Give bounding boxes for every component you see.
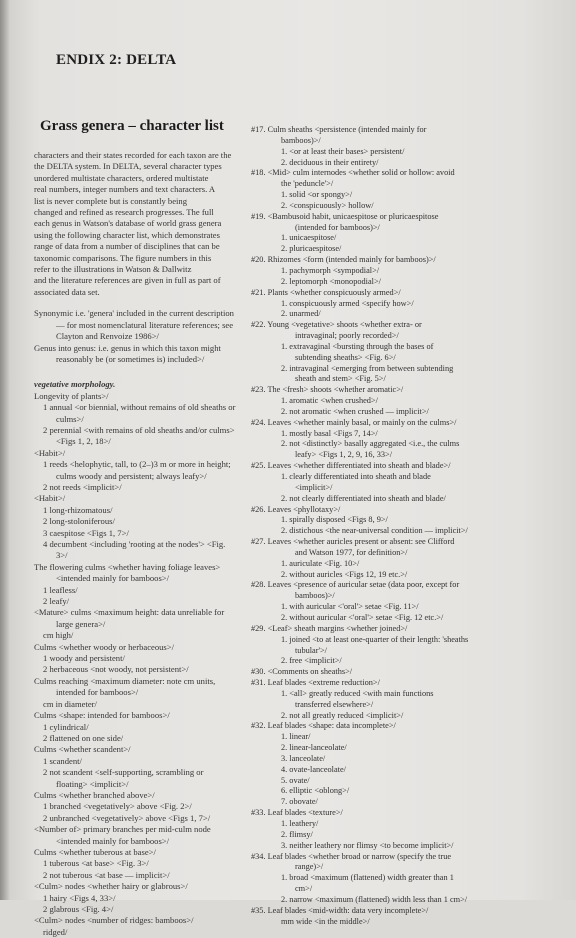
character-list-line: 2 glabrous <Fig. 4>/: [43, 904, 114, 914]
character-list-line: <Number of> primary branches per mid-culm node: [34, 824, 211, 835]
intro-line: range of data from a number of disciplines that can be: [34, 241, 220, 252]
character-list-line: 1 leafless/: [43, 584, 78, 595]
character-entry: #32. Leaf blades <shape: data incomplete>/: [251, 721, 396, 731]
character-state: 6. elliptic <oblong>/: [281, 786, 350, 796]
character-list-line: Culms <whether tuberous at base>/: [34, 846, 156, 857]
intro-line: taxonomic comparisons. The figure numbers in this: [34, 252, 212, 263]
character-entry: #17. Culm sheaths <persistence (intended mainly for: [251, 125, 427, 134]
character-list-line: <intended mainly for bamboos>/: [56, 573, 170, 584]
character-list-line: 2 unbranched <vegetatively> above <Figs 1, 7>/: [43, 812, 211, 823]
character-entry: #30. <Comments on sheaths>/: [251, 667, 353, 677]
character-state: 1. pachymorph <sympodial>/: [281, 265, 380, 275]
character-state: cm>/: [295, 884, 313, 894]
nomenclature-line: Clayton and Renvoize 1986>/: [56, 331, 159, 342]
character-list-line: Culms <whether scandent>/: [34, 744, 131, 755]
character-list-line: intended for bamboos>/: [56, 687, 139, 698]
character-state: <implicit>/: [295, 482, 333, 492]
spacer: [34, 365, 244, 375]
morphology-heading: vegetative morphology.: [34, 379, 116, 390]
character-list-line: <Culm> nodes <whether hairy or glabrous>/: [34, 881, 188, 892]
character-state: leafy> <Figs 1, 2, 9, 16, 33>/: [295, 450, 393, 460]
intro-line: and the literature references are given in full as part of: [34, 275, 221, 286]
character-list-line: 2 leafy/: [43, 596, 70, 607]
character-state: 1. <all> greatly reduced <with main functions: [281, 688, 434, 698]
character-state: 2. distichous <the near-universal condition — implicit>/: [281, 526, 468, 536]
character-state: 1. conspicuously armed <specify how>/: [281, 298, 414, 308]
character-state: mm wide <in the middle>/: [281, 916, 370, 926]
character-state: 1. spirally disposed <Figs 8, 9>/: [281, 515, 388, 525]
nomenclature-block: [34, 308, 244, 365]
character-list-line: <Habit>/: [34, 493, 66, 504]
character-state: 2. not aromatic <when crushed — implicit>/: [281, 406, 429, 416]
character-list-line: 3>/: [56, 550, 68, 561]
section-title: Grass genera – character list: [40, 118, 224, 134]
character-state: 2. not all greatly reduced <implicit>/: [281, 710, 404, 720]
character-entry: #25. Leaves <whether differentiated into sheath and blade>/: [251, 461, 451, 471]
character-state: 2. without auricles <Figs 12, 19 etc.>/: [281, 569, 408, 579]
character-entry: #31. Leaf blades <extreme reduction>/: [251, 678, 380, 688]
character-list-line: 4 decumbent <including 'rooting at the nodes'> <Fig.: [43, 539, 226, 549]
character-list-line: 1 long-rhizomatous/: [43, 504, 113, 515]
character-list-line: Culms <whether branched above>/: [34, 789, 155, 800]
character-list-line: The flowering culms <whether having foliage leaves>: [34, 561, 221, 572]
character-list-line: 3 caespitose <Figs 1, 7>/: [43, 527, 129, 538]
character-entry: #35. Leaf blades <mid-width: data very incomplete>/: [251, 905, 429, 915]
character-list-line: 1 annual <or biennial, without remains of old sheaths or: [43, 402, 236, 413]
character-list-line: <Culm> nodes <number of ridges: bamboos>/: [34, 915, 194, 926]
character-state: 2. leptomorph <monopodial>/: [281, 276, 381, 286]
intro-line: using the following character list, which demonstrates: [34, 229, 220, 240]
character-list-line: 2 not scandent <self-supporting, scrambling or: [43, 767, 204, 778]
character-state: the 'peduncle'>/: [281, 179, 334, 189]
character-list-line: large genera>/: [56, 618, 106, 629]
nomenclature-line: — for most nomenclatural literature references; see: [56, 319, 234, 330]
intro-paragraph: [34, 150, 244, 298]
character-list-line: 2 perennial <with remains of old sheaths and/or culms>: [43, 424, 235, 435]
character-list-line: <intended mainly for bamboos>/: [56, 835, 170, 846]
character-list-line: <Figs 1, 2, 18>/: [56, 436, 111, 447]
character-list-line: culms woody and persistent; always leafy>/: [56, 470, 207, 481]
character-state: 1. aromatic <when crushed>/: [281, 396, 378, 406]
character-list-line: 2 not reeds <implicit>/: [43, 481, 122, 492]
character-state: 2. flimsy/: [281, 829, 313, 839]
character-list-line: 1 cylindrical/: [43, 721, 89, 732]
character-state: subtending sheaths> <Fig. 6>/: [295, 352, 396, 362]
intro-line: unordered multistate characters, ordered multistate: [34, 172, 209, 183]
character-state: bamboos)>/: [281, 135, 321, 145]
character-state: 2. without auricular <'oral'> setae <Fig. 12 etc.>/: [281, 612, 444, 622]
intro-line: changed and refined as research progresses. The full: [34, 207, 214, 218]
nomenclature-line: Genus into genus: i.e. genus in which this taxon might: [34, 342, 221, 353]
character-state: 1. joined <to at least one-quarter of their length: 'sheaths: [281, 634, 469, 644]
intro-line: associated data set.: [34, 286, 100, 297]
character-list-line: 2 flattened on one side/: [43, 732, 124, 743]
character-entry: #20. Rhizomes <form (intended mainly for bamboos)>/: [251, 255, 436, 265]
character-list-line: 1 branched <vegetatively> above <Fig. 2>/: [43, 801, 192, 812]
character-state: tubular'>/: [295, 645, 327, 655]
character-list-line: 1 scandent/: [43, 755, 82, 766]
character-state: 3. neither leathery nor flimsy <to become implicit>/: [281, 840, 454, 850]
character-state: 2. <conspicuously> hollow/: [281, 200, 374, 210]
character-entry: #24. Leaves <whether mainly basal, or mainly on the culms>/: [251, 417, 457, 427]
character-state: 7. obovate/: [281, 797, 318, 807]
character-list-line: Culms <whether woody or herbaceous>/: [34, 641, 175, 652]
character-entry: #29. <Leaf> sheath margins <whether joined>/: [251, 623, 408, 633]
character-state: 2. pluricaespitose/: [281, 244, 342, 254]
character-state: and Watson 1977, for definition>/: [295, 547, 408, 557]
character-state: 1. extravaginal <bursting through the bases of: [281, 341, 434, 351]
character-entry: #27. Leaves <whether auricles present or absent: see Clifford: [251, 537, 455, 547]
character-list-line: culms>/: [56, 413, 84, 424]
character-list-line: 1 woody and persistent/: [43, 653, 125, 664]
character-list-line: <Mature> culms <maximum height: data unreliable for: [34, 607, 225, 618]
character-entry: #26. Leaves <phyllotaxy>/: [251, 504, 341, 514]
character-list-line: 1 tuberous <at base> <Fig. 3>/: [43, 858, 149, 869]
character-state: 1. mostly basal <Figs 7, 14>/: [281, 428, 378, 438]
character-entry: #34. Leaf blades <whether broad or narrow (specify the true: [251, 851, 452, 861]
character-state: 1. auriculate <Fig. 10>/: [281, 558, 360, 568]
character-entry: #23. The <fresh> shoots <whether aromatic>/: [251, 385, 404, 395]
character-state: 2. not <distinctly> basally aggregated <i.e., the culms: [281, 439, 460, 449]
character-list-line: Culms reaching <maximum diameter: note cm units,: [34, 675, 216, 686]
character-list-line: floating> <implicit>/: [56, 778, 129, 789]
intro-line: each genus in Watson's database of world grass genera: [34, 218, 222, 229]
character-entry: #22. Young <vegetative> shoots <whether extra- or: [251, 320, 422, 330]
appendix-title: ENDIX 2: DELTA: [56, 52, 177, 68]
character-state: range)>/: [295, 862, 324, 872]
character-state: 2. narrow <maximum (flattened) width less than 1 cm>/: [281, 894, 468, 904]
character-state: 1. linear/: [281, 732, 311, 742]
character-state: bamboos)>/: [295, 591, 335, 601]
character-state: 2. intravaginal <emerging from between subtending: [281, 363, 454, 373]
character-list-line: cm high/: [43, 630, 74, 641]
character-list-line: 1 hairy <Figs 4, 33>/: [43, 892, 116, 903]
character-state: 1. clearly differentiated into sheath and blade: [281, 472, 431, 481]
intro-line: characters and their states recorded for each taxon are the: [34, 150, 232, 160]
right-column: [251, 125, 571, 927]
character-list-line: ridged/: [43, 926, 68, 937]
character-list-line: 2 long-stoloniferous/: [43, 516, 115, 527]
left-column: [34, 150, 244, 938]
intro-line: the DELTA system. In DELTA, several character types: [34, 161, 222, 172]
character-state: 5. ovate/: [281, 775, 310, 785]
character-state: 1. unicaespitose/: [281, 233, 337, 243]
character-list-line: Culms <shape: intended for bamboos>/: [34, 710, 170, 721]
intro-line: list is never complete but is constantly being: [34, 195, 187, 206]
character-list-line: cm in diameter/: [43, 698, 97, 709]
character-list-line: 2 not tuberous <at base — implicit>/: [43, 869, 170, 880]
character-entry: #21. Plants <whether conspicuously armed>/: [251, 287, 401, 297]
character-entry: #19. <Bambusoid habit, unicaespitose or pluricaespitose: [251, 211, 439, 221]
intro-line: real numbers, integer numbers and text characters. A: [34, 184, 216, 195]
character-state: intravaginal; poorly recorded>/: [295, 331, 399, 341]
character-state: 2. linear-lanceolate/: [281, 743, 347, 753]
character-state: 2. free <implicit>/: [281, 656, 342, 666]
character-list-line: <Habit>/: [34, 447, 66, 458]
character-state: 2. deciduous in their entirety/: [281, 157, 379, 167]
character-state: sheath and stem> <Fig. 5>/: [295, 374, 386, 384]
character-state: 1. leathery/: [281, 819, 319, 828]
character-state: 1. with auricular <'oral'> setae <Fig. 11>/: [281, 602, 419, 612]
character-state: 3. lanceolate/: [281, 753, 326, 763]
character-state: 4. ovate-lanceolate/: [281, 764, 346, 774]
intro-line: refer to the illustrations in Watson & Dallwitz: [34, 264, 192, 275]
character-state: 1. <or at least their bases> persistent/: [281, 146, 405, 156]
character-list-line: 1 reeds <helophytic, tall, to (2–)3 m or more in height;: [43, 459, 231, 470]
character-entry: #28. Leaves <presence of auricular setae (data poor, except for: [251, 580, 460, 590]
character-list-line: 2 herbaceous <not woody, not persistent>/: [43, 664, 189, 675]
character-state: 2. not clearly differentiated into sheath and blade/: [281, 493, 446, 503]
character-state: 1. solid <or spongy>/: [281, 190, 353, 200]
character-entry: #18. <Mid> culm internodes <whether solid or hollow: avoid: [251, 168, 455, 178]
character-state: 2. unarmed/: [281, 309, 321, 319]
character-state: 1. broad <maximum (flattened) width greater than 1: [281, 873, 454, 883]
nomenclature-line: Synonymic i.e. 'genera' included in the current description: [34, 308, 234, 319]
spacer: [34, 298, 244, 308]
character-state: transferred elsewhere>/: [295, 699, 374, 709]
character-entry: #33. Leaf blades <texture>/: [251, 808, 343, 818]
character-state: (intended for bamboos)>/: [295, 222, 380, 232]
character-list-line: Longevity of plants>/: [34, 390, 109, 401]
nomenclature-line: reasonably be (or sometimes is) included>/: [56, 353, 205, 364]
